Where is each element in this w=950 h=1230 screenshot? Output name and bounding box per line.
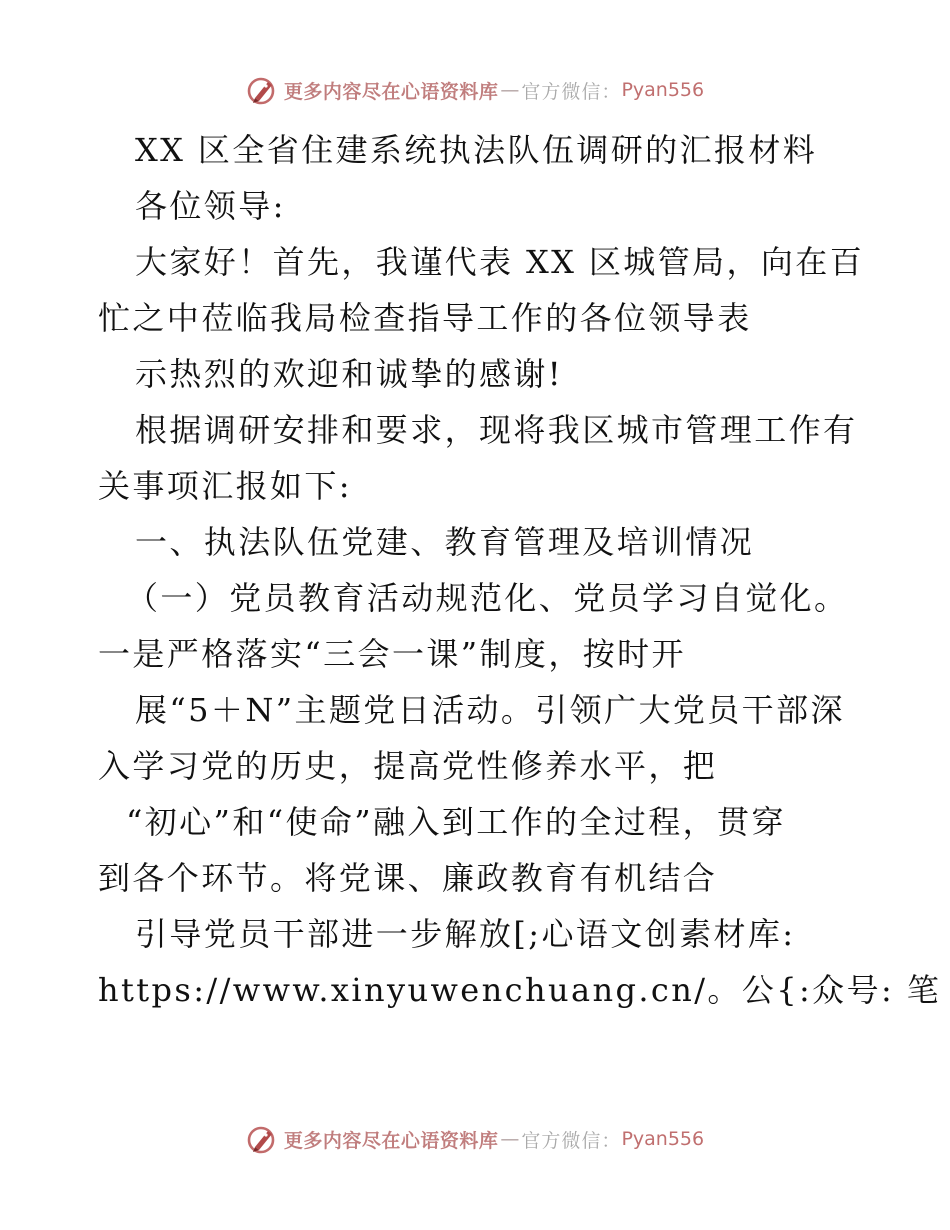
paragraph-line: 忙之中莅临我局检查指导工作的各位领导表	[98, 299, 752, 337]
paragraph-line: 到各个环节。将党课、廉政教育有机结合	[98, 859, 718, 897]
watermark-wechat-id: Pyan556	[621, 79, 705, 101]
footer-watermark	[0, 1119, 950, 1159]
paragraph-line: https://www.xinyuwenchuang.cn/。公{:众号: 笔	[98, 971, 942, 1009]
paragraph-line: 展“5＋N”主题党日活动。引领广大党员干部深	[135, 691, 845, 729]
paragraph-line: 引导党员干部进一步解放[;心语文创素材库:	[135, 915, 796, 953]
paragraph-line: 入学习党的历史，提高党性修养水平，把	[98, 747, 718, 785]
watermark-dash: —	[500, 1128, 520, 1150]
paragraph-line: 一是严格落实“三会一课”制度，按时开	[98, 635, 686, 673]
watermark-official-label: 官方微信：	[521, 80, 622, 103]
pen-nib-circle-icon	[246, 1123, 278, 1155]
subsection-heading: （一）党员教育活动规范化、党员学习自觉化。	[126, 579, 849, 617]
watermark-official-label: 官方微信：	[521, 1129, 622, 1152]
document-body	[98, 122, 942, 1018]
pen-nib-circle-icon	[246, 74, 278, 106]
watermark-text: 更多内容尽在心语资料库	[283, 1129, 499, 1152]
watermark-wechat-id: Pyan556	[621, 1128, 705, 1150]
document-title: XX 区全省住建系统执法队伍调研的汇报材料	[135, 131, 818, 169]
salutation: 各位领导:	[135, 187, 286, 225]
watermark-dash: —	[500, 79, 520, 101]
paragraph-line: “初心”和“使命”融入到工作的全过程，贯穿	[126, 803, 786, 841]
paragraph-line: 根据调研安排和要求，现将我区城市管理工作有	[135, 411, 858, 449]
header-watermark	[0, 70, 950, 110]
paragraph-line: 大家好！首先，我谨代表 XX 区城管局，向在百	[135, 243, 865, 281]
paragraph-line: 关事项汇报如下:	[98, 467, 352, 505]
section-heading: 一、执法队伍党建、教育管理及培训情况	[135, 523, 755, 561]
paragraph-line: 示热烈的欢迎和诚挚的感谢!	[135, 355, 564, 393]
watermark-text: 更多内容尽在心语资料库	[283, 80, 499, 103]
